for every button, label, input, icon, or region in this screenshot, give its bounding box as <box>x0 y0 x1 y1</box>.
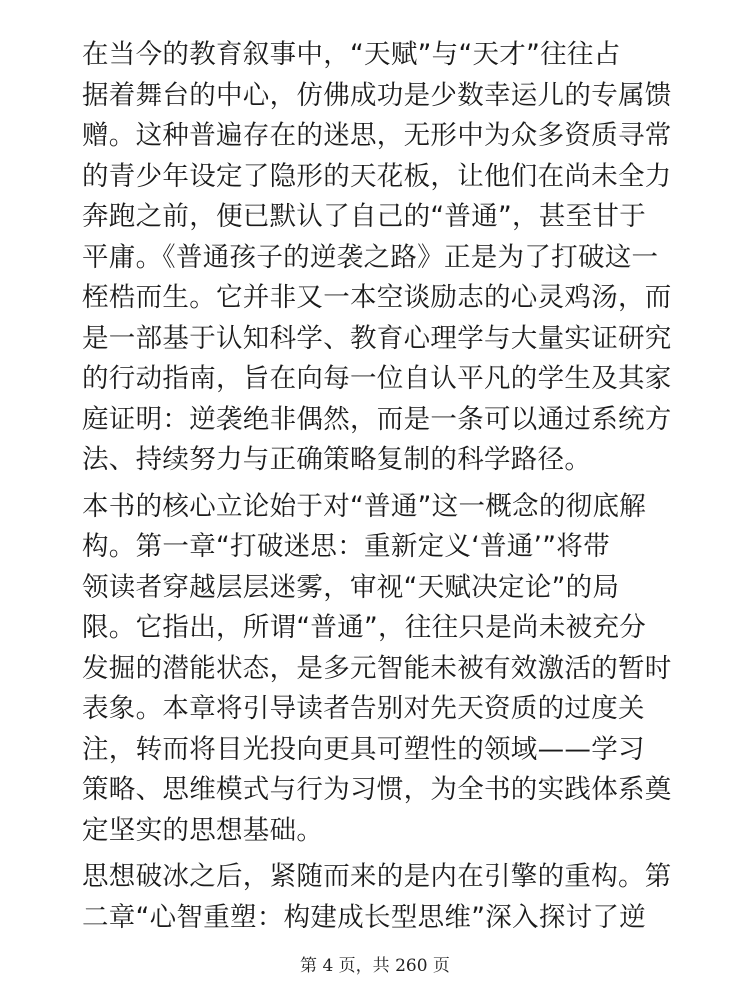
text-line: 策略、思维模式与行为习惯，为全书的实践体系奠 <box>82 774 672 805</box>
text-line: 平庸。《普通孩子的逆袭之路》正是为了打破这一 <box>82 241 659 273</box>
paragraph-1 <box>82 35 672 481</box>
page-number-label: 第 4 页，共 260 页 <box>300 956 450 976</box>
text-line: 赠。这种普遍存在的迷思，无形中为众多资质寻常 <box>82 120 672 151</box>
text-line: 发掘的潜能状态，是多元智能未被有效激活的暂时 <box>82 652 672 684</box>
text-line: 庭证明：逆袭绝非偶然，而是一条可以通过系统方 <box>82 403 672 435</box>
text-line: 的青少年设定了隐形的天花板，让他们在尚未全力 <box>82 160 672 192</box>
text-line: 本书的核心立论始于对“普通”这一概念的彻底解 <box>82 490 647 522</box>
text-line: 领读者穿越层层迷雾，审视“天赋决定论”的局 <box>82 571 620 603</box>
text-line: 构。第一章“打破迷思：重新定义‘普通’”将带 <box>82 531 610 562</box>
paragraph-2 <box>82 487 672 852</box>
text-line: 是一部基于认知科学、教育心理学与大量实证研究 <box>82 322 672 354</box>
text-line: 桎梏而生。它并非又一本空谈励志的心灵鸡汤，而 <box>82 282 672 313</box>
page-footer <box>0 951 750 976</box>
text-line: 表象。本章将引导读者告别对先天资质的过度关 <box>82 693 645 724</box>
text-line: 奔跑之前，便已默认了自己的“普通”，甚至甘于 <box>82 201 647 232</box>
text-line: 限。它指出，所谓“普通”，往往只是尚未被充分 <box>82 612 647 643</box>
text-line: 法、持续努力与正确策略复制的科学路径。 <box>82 444 592 475</box>
text-line: 在当今的教育叙事中，“天赋”与“天才”往往占 <box>82 39 621 70</box>
text-line: 定坚实的思想基础。 <box>82 814 324 846</box>
text-line: 思想破冰之后，紧随而来的是内在引擎的重构。第 <box>82 861 672 892</box>
text-line: 二章“心智重塑：构建成长型思维”深入探讨了逆 <box>82 901 647 933</box>
text-line: 据着舞台的中心，仿佛成功是少数幸运儿的专属馈 <box>82 79 672 111</box>
text-line: 注，转而将目光投向更具可塑性的领域——学习 <box>82 733 645 765</box>
body-text <box>82 35 672 944</box>
paragraph-3 <box>82 857 672 938</box>
text-line: 的行动指南，旨在向每一位自认平凡的学生及其家 <box>82 363 672 394</box>
